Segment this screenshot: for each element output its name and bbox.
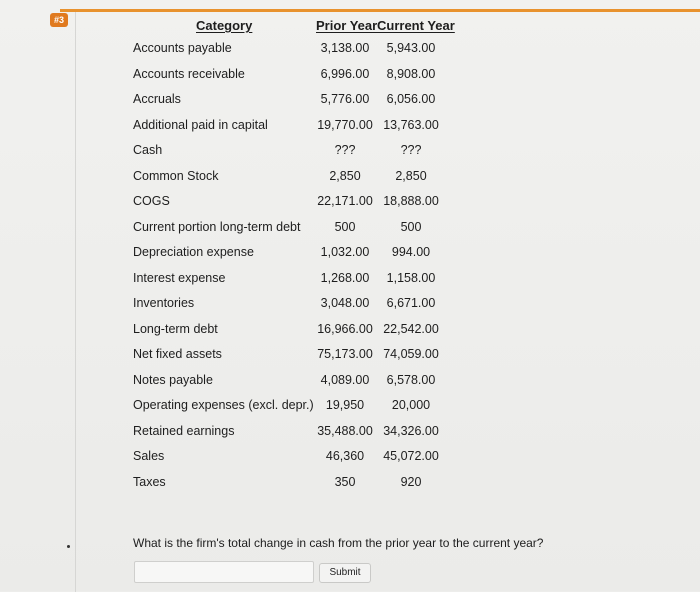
current-year-value: 6,671.00 bbox=[386, 296, 436, 310]
row-label: Accounts receivable bbox=[133, 66, 245, 81]
prior-year-value: 2,850 bbox=[329, 168, 361, 183]
table-row bbox=[0, 245, 700, 265]
table-row bbox=[0, 449, 700, 469]
row-label: Accruals bbox=[133, 92, 181, 106]
row-label: Accounts payable bbox=[133, 41, 232, 55]
current-year-value: 1,158.00 bbox=[386, 270, 436, 285]
top-divider bbox=[60, 9, 700, 12]
row-label: Retained earnings bbox=[133, 423, 235, 438]
table-row bbox=[0, 143, 700, 163]
question-number-badge: #3 bbox=[50, 13, 68, 27]
prior-year-value: 1,032.00 bbox=[320, 245, 370, 259]
table-row bbox=[0, 475, 700, 495]
table-row bbox=[0, 398, 700, 418]
table-row bbox=[0, 92, 700, 112]
table-row bbox=[0, 373, 700, 393]
table-row bbox=[0, 41, 700, 61]
prior-year-value: 1,268.00 bbox=[320, 270, 370, 285]
row-label: Sales bbox=[133, 449, 165, 463]
current-year-value: ??? bbox=[400, 143, 422, 157]
header-prior-year: Prior Year bbox=[316, 18, 378, 33]
current-year-value: 18,888.00 bbox=[383, 194, 439, 208]
current-year-value: 45,072.00 bbox=[383, 449, 439, 463]
submit-button[interactable]: Submit bbox=[319, 563, 371, 583]
row-label: Long-term debt bbox=[133, 321, 218, 336]
current-year-value: 500 bbox=[400, 219, 422, 234]
table-row bbox=[0, 322, 700, 342]
header-current-year: Current Year bbox=[377, 18, 455, 33]
prior-year-value: 19,770.00 bbox=[317, 117, 373, 132]
table-row bbox=[0, 67, 700, 87]
table-row bbox=[0, 194, 700, 214]
current-year-value: 13,763.00 bbox=[383, 117, 439, 132]
table-row bbox=[0, 271, 700, 291]
prior-year-value: 22,171.00 bbox=[317, 194, 373, 208]
prior-year-value: 4,089.00 bbox=[320, 372, 370, 387]
row-label: Operating expenses (excl. depr.) bbox=[133, 398, 314, 412]
current-year-value: 22,542.00 bbox=[383, 321, 439, 336]
row-label: Notes payable bbox=[133, 372, 213, 387]
table-row bbox=[0, 424, 700, 444]
header-category: Category bbox=[196, 18, 253, 33]
row-label: Interest expense bbox=[133, 270, 226, 285]
question-text: What is the firm's total change in cash from the prior year to the current year? bbox=[133, 536, 544, 550]
prior-year-value: 16,966.00 bbox=[317, 321, 373, 336]
current-year-value: 8,908.00 bbox=[386, 66, 436, 81]
current-year-value: 34,326.00 bbox=[383, 423, 439, 438]
current-year-value: 6,578.00 bbox=[386, 372, 436, 387]
prior-year-value: 3,138.00 bbox=[320, 41, 370, 55]
prior-year-value: 75,173.00 bbox=[317, 347, 373, 361]
table-row bbox=[0, 169, 700, 189]
table-row bbox=[0, 118, 700, 138]
current-year-value: 74,059.00 bbox=[383, 347, 439, 361]
table-row bbox=[0, 296, 700, 316]
current-year-value: 5,943.00 bbox=[386, 41, 436, 55]
bullet-dot bbox=[67, 545, 70, 548]
row-label: Depreciation expense bbox=[133, 245, 254, 259]
current-year-value: 2,850 bbox=[395, 168, 427, 183]
table-row bbox=[0, 347, 700, 367]
current-year-value: 6,056.00 bbox=[386, 92, 436, 106]
row-label: Taxes bbox=[133, 474, 166, 489]
row-label: Net fixed assets bbox=[133, 347, 222, 361]
prior-year-value: 500 bbox=[334, 219, 356, 234]
prior-year-value: 3,048.00 bbox=[320, 296, 370, 310]
row-label: Inventories bbox=[133, 296, 195, 310]
prior-year-value: 35,488.00 bbox=[317, 423, 373, 438]
prior-year-value: 350 bbox=[334, 474, 356, 489]
row-label: Cash bbox=[133, 143, 163, 157]
row-label: Common Stock bbox=[133, 168, 219, 183]
row-label: Additional paid in capital bbox=[133, 117, 268, 132]
row-label: Current portion long-term debt bbox=[133, 219, 301, 234]
prior-year-value: 46,360 bbox=[325, 449, 365, 463]
current-year-value: 994.00 bbox=[391, 245, 431, 259]
answer-input[interactable] bbox=[134, 561, 314, 583]
current-year-value: 20,000 bbox=[391, 398, 431, 412]
row-label: COGS bbox=[133, 194, 170, 208]
prior-year-value: ??? bbox=[334, 143, 356, 157]
current-year-value: 920 bbox=[400, 474, 422, 489]
prior-year-value: 6,996.00 bbox=[320, 66, 370, 81]
prior-year-value: 19,950 bbox=[325, 398, 365, 412]
table-row bbox=[0, 220, 700, 240]
prior-year-value: 5,776.00 bbox=[320, 92, 370, 106]
